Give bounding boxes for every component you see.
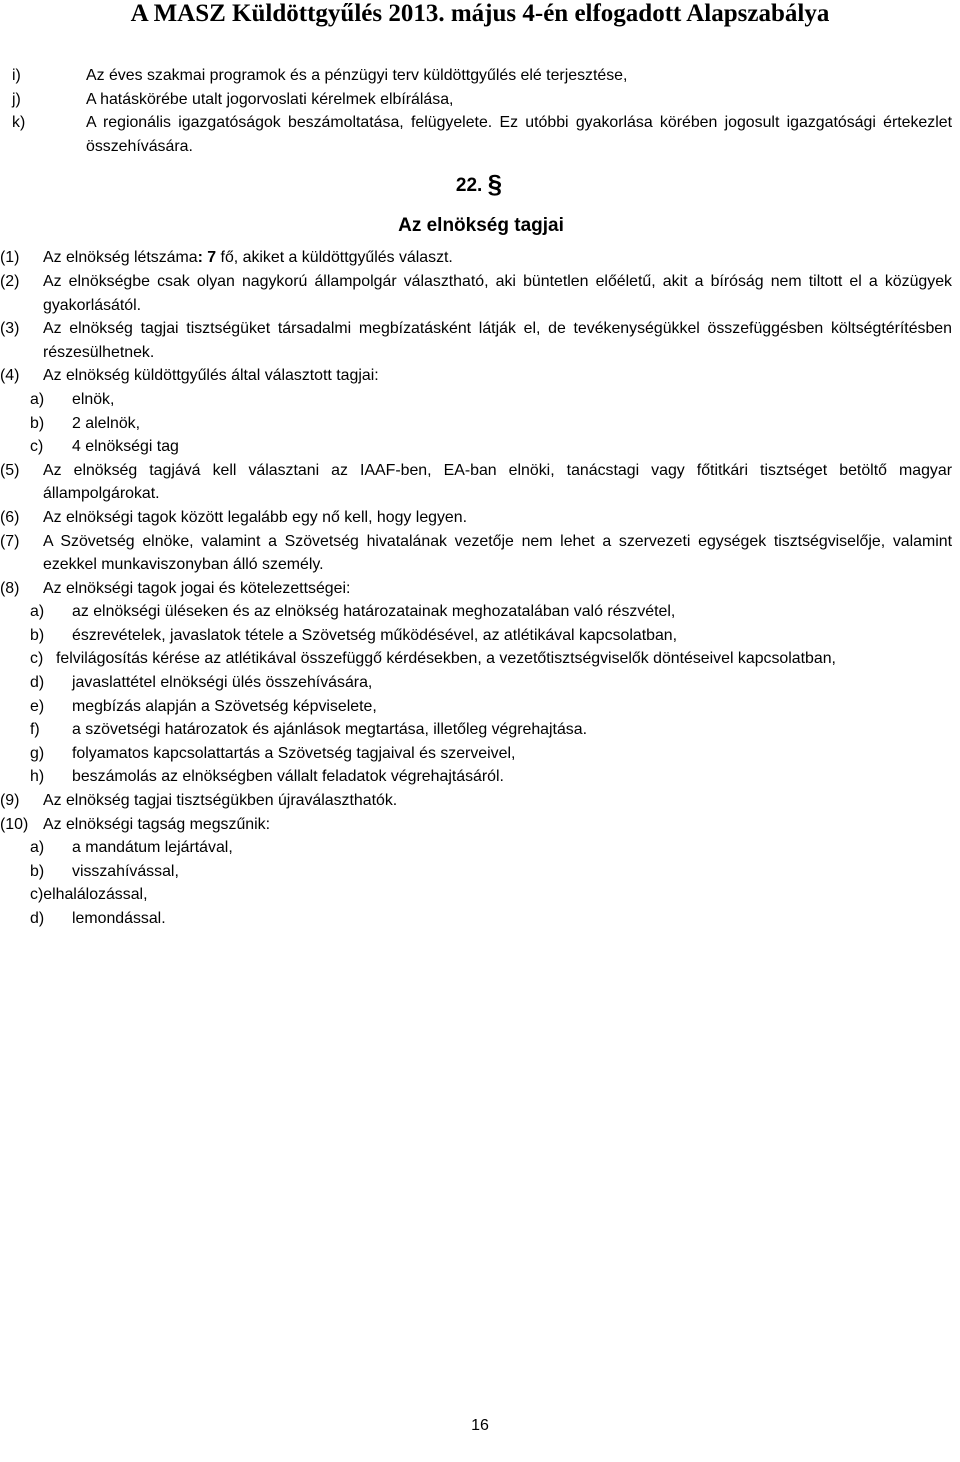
paragraph-text: Az elnökség tagjai tisztségükben újraválaszthatók. bbox=[43, 792, 398, 810]
sub-marker: a) bbox=[30, 839, 45, 857]
sub-text: a mandátum lejártával, bbox=[72, 839, 233, 857]
sub-marker: h) bbox=[30, 768, 45, 786]
sub-marker: a) bbox=[30, 390, 45, 408]
sub-item-10a bbox=[0, 836, 952, 860]
page-number: 16 bbox=[471, 1417, 489, 1434]
paragraph-marker: (2) bbox=[0, 272, 20, 290]
sub-marker: b) bbox=[30, 414, 45, 432]
sub-item-10b bbox=[0, 860, 952, 884]
paragraph-marker: (4) bbox=[0, 367, 20, 385]
sub-item-10d bbox=[0, 907, 952, 931]
paragraph-text-bold: : 7 bbox=[197, 249, 217, 267]
paragraph-9 bbox=[0, 789, 952, 813]
paragraph-text: Az elnökségi tagság megszűnik: bbox=[43, 815, 271, 833]
sub-text: 2 alelnök, bbox=[72, 414, 141, 432]
paragraph-4 bbox=[0, 364, 952, 388]
sub-text: az elnökségi üléseken és az elnökség határozatainak meghozatalában való részvétel, bbox=[72, 603, 676, 621]
section-number-text: 22. bbox=[455, 175, 483, 197]
sub-item-4b bbox=[0, 412, 952, 436]
document-body bbox=[0, 64, 952, 931]
sub-text: visszahívással, bbox=[72, 862, 179, 880]
list-item-k bbox=[0, 111, 952, 158]
list-marker: k) bbox=[12, 114, 26, 132]
paragraph-marker: (6) bbox=[0, 508, 20, 526]
sub-marker: a) bbox=[30, 603, 45, 621]
paragraph-marker: (7) bbox=[0, 532, 20, 550]
sub-text: javaslattétel elnökségi ülés összehívására, bbox=[72, 674, 373, 692]
sub-item-8d bbox=[0, 671, 952, 695]
paragraph-3 bbox=[0, 317, 952, 364]
sub-marker: c) bbox=[30, 886, 44, 904]
sub-marker: b) bbox=[30, 626, 45, 644]
sub-item-8f bbox=[0, 718, 952, 742]
paragraph-text: Az elnökség tagjává kell választani az IAAF-ben, EA-ban elnöki, tanácstagi vagy főtitkári tisztséget betöltő magyar állampolgárokat. bbox=[43, 461, 952, 503]
paragraph-1 bbox=[0, 246, 952, 270]
sub-marker: g) bbox=[30, 744, 45, 762]
paragraph-text bbox=[43, 246, 952, 270]
paragraph-6 bbox=[0, 506, 952, 530]
list-text: A regionális igazgatóságok beszámoltatása, felügyelete. Ez utóbbi gyakorlása körében jogosult igazgatósági értekezlet összehívására. bbox=[86, 114, 952, 155]
list-marker: j) bbox=[12, 90, 21, 108]
section-sign: § bbox=[487, 169, 503, 200]
sub-item-8c bbox=[0, 647, 952, 671]
paragraph-text: Az elnökségi tagok jogai és kötelezettségei: bbox=[43, 579, 351, 597]
paragraph-text: Az elnökség tagjai tisztségüket társadalmi megbízatásként látják el, de tevékenységükkel összefüggésben költségtérítésben részesülhetnek. bbox=[43, 320, 952, 361]
sub-text: folyamatos kapcsolattartás a Szövetség tagjaival és szerveivel, bbox=[72, 744, 516, 762]
sub-text-8c: felvilágosítás kérése az atlétikával összefüggő kérdésekben, a vezetőtisztségviselők döntéseivel kapcsolatban, bbox=[56, 650, 836, 668]
sub-marker: e) bbox=[30, 697, 45, 715]
section-title: Az elnökség tagjai bbox=[398, 215, 564, 237]
sub-text: beszámolás az elnökségben vállalt feladatok végrehajtásáról. bbox=[72, 768, 504, 786]
sub-text: megbízás alapján a Szövetség képviselete, bbox=[72, 697, 377, 715]
sub-text: a szövetségi határozatok és ajánlások megtartása, illetőleg végrehajtása. bbox=[72, 721, 587, 739]
sub-item-8e bbox=[0, 695, 952, 719]
sub-text: észrevételek, javaslatok tétele a Szövetség működésével, az atlétikával kapcsolatban, bbox=[72, 626, 678, 644]
sub-marker: b) bbox=[30, 862, 45, 880]
sub-marker: c) bbox=[30, 650, 44, 668]
paragraph-text-b: fő, akiket a küldöttgyűlés választ. bbox=[216, 249, 453, 267]
paragraph-text: Az elnökségbe csak olyan nagykorú állampolgár választható, aki büntetlen előéletű, akit a bíróság nem tiltott el a közügyek gyakorlásától. bbox=[43, 272, 952, 314]
sub-marker: f) bbox=[30, 721, 40, 739]
sub-item-10c bbox=[0, 883, 952, 907]
sub-item-8g bbox=[0, 742, 952, 766]
paragraph-marker: (3) bbox=[0, 320, 20, 338]
paragraph-marker: (1) bbox=[0, 249, 20, 267]
paragraph-text: Az elnökségi tagok között legalább egy nő kell, hogy legyen. bbox=[43, 508, 468, 526]
sub-item-4a bbox=[0, 388, 952, 412]
sub-text: elnök, bbox=[72, 390, 115, 408]
paragraph-8 bbox=[0, 577, 952, 601]
sub-text: lemondással. bbox=[72, 910, 166, 927]
sub-text bbox=[56, 647, 952, 671]
list-marker: i) bbox=[12, 67, 21, 84]
paragraph-marker: (8) bbox=[0, 579, 20, 597]
paragraph-marker: (5) bbox=[0, 461, 20, 479]
sub-marker: d) bbox=[30, 910, 45, 927]
paragraph-10 bbox=[0, 813, 952, 837]
sub-text: elhalálozással, bbox=[43, 886, 148, 904]
section-number bbox=[0, 169, 952, 200]
sub-item-8h bbox=[0, 765, 952, 789]
paragraph-marker: (9) bbox=[0, 792, 20, 810]
paragraph-text: A Szövetség elnöke, valamint a Szövetség hivatalának vezetője nem lehet a szervezeti egységek tisztségviselője, valamint ezekkel munkaviszonyban álló személy. bbox=[43, 532, 952, 574]
sub-marker: c) bbox=[30, 438, 44, 456]
paragraph-text: Az elnökség küldöttgyűlés által választott tagjai: bbox=[43, 367, 379, 385]
sub-marker: d) bbox=[30, 674, 45, 692]
paragraph-5 bbox=[0, 459, 952, 506]
page-header-title: A MASZ Küldöttgyűlés 2013. május 4-én elfogadott Alapszabálya bbox=[130, 0, 830, 27]
list-item-i bbox=[0, 64, 952, 88]
list-text: Az éves szakmai programok és a pénzügyi terv küldöttgyűlés elé terjesztése, bbox=[86, 67, 628, 84]
sub-item-8b bbox=[0, 624, 952, 648]
paragraph-marker: (10) bbox=[0, 815, 29, 833]
sub-item-4c bbox=[0, 435, 952, 459]
sub-text: 4 elnökségi tag bbox=[72, 438, 179, 456]
list-item-j bbox=[0, 88, 952, 112]
sub-item-8a bbox=[0, 600, 952, 624]
paragraph-text-a: Az elnökség létszáma bbox=[43, 249, 198, 267]
list-text: A hatáskörébe utalt jogorvoslati kérelmek elbírálása, bbox=[86, 90, 454, 108]
paragraph-7 bbox=[0, 530, 952, 577]
paragraph-2 bbox=[0, 270, 952, 317]
